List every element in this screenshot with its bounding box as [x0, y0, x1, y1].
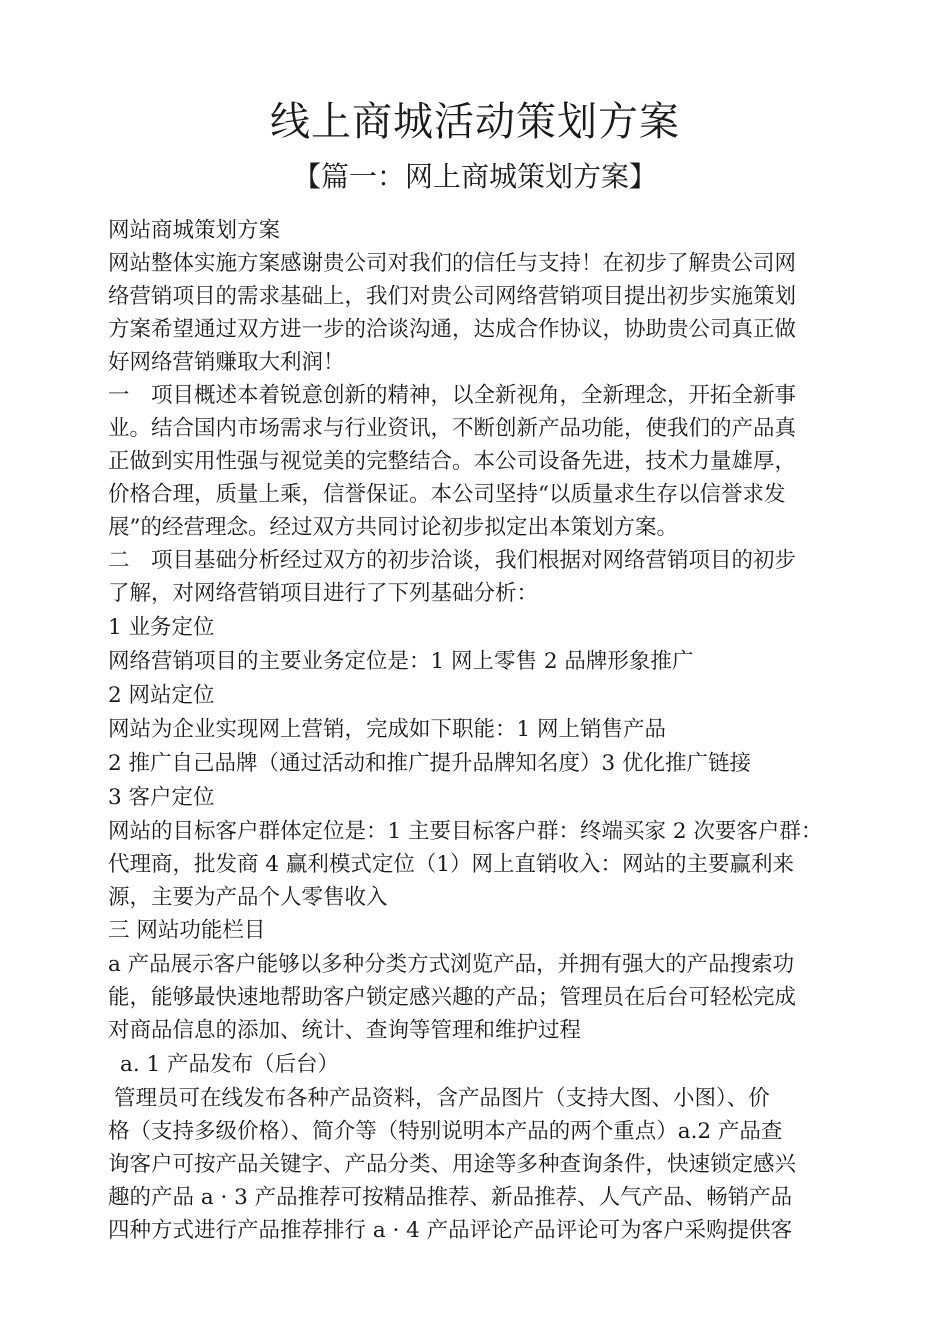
document-body — [108, 214, 868, 1247]
text-line: a 产品展示客户能够以多种分类方式浏览产品，并拥有强大的产品搜索功 — [108, 952, 795, 977]
text-line: 好网络营销赚取大利润！ — [108, 350, 345, 375]
text-line: 2 网站定位 — [108, 683, 215, 708]
text-line: 业。结合国内市场需求与行业资讯，不断创新产品功能，使我们的产品真 — [108, 416, 797, 441]
text-line: 询客户可按产品关键字、产品分类、用途等多种查询条件，快速锁定感兴 — [108, 1152, 797, 1177]
text-line: 网站为企业实现网上营销，完成如下职能：1 网上销售产品 — [108, 717, 667, 742]
text-line: 网络营销项目的主要业务定位是：1 网上零售 2 品牌形象推广 — [108, 649, 694, 674]
text-line: 3 客户定位 — [108, 785, 215, 810]
text-line: 展”的经营理念。经过双方共同讨论初步拟定出本策划方案。 — [108, 515, 678, 540]
text-line: 2 推广自己品牌（通过活动和推广提升品牌知名度）3 优化推广链接 — [108, 751, 752, 776]
text-line: 管理员可在线发布各种产品资料，含产品图片（支持大图、小图）、价 — [114, 1086, 770, 1111]
document-title: 线上商城活动策划方案 — [270, 99, 680, 145]
text-line: 格（支持多级价格）、简介等（特别说明本产品的两个重点）a.2 产品查 — [108, 1119, 783, 1144]
text-line: 1 业务定位 — [108, 615, 215, 640]
text-line: 趣的产品 a · 3 产品推荐可按精品推荐、新品推荐、人气产品、畅销产品 — [108, 1185, 793, 1210]
text-line: 络营销项目的需求基础上，我们对贵公司网络营销项目提出初步实施策划 — [108, 284, 797, 309]
text-line: 价格合理，质量上乘，信誉保证。本公司坚持“以质量求生存以信誉求发 — [108, 482, 786, 507]
text-line: 网站整体实施方案感谢贵公司对我们的信任与支持！在初步了解贵公司网 — [108, 251, 797, 276]
text-line: 网站商城策划方案 — [108, 218, 281, 243]
text-line: 正做到实用性强与视觉美的完整结合。本公司设备先进，技术力量雄厚， — [108, 449, 797, 474]
text-line: 能，能够最快速地帮助客户锁定感兴趣的产品；管理员在后台可轻松完成 — [108, 985, 797, 1010]
text-line: 源，主要为产品个人零售收入 — [108, 885, 388, 910]
section-heading: 【篇一：网上商城策划方案】 — [292, 160, 657, 193]
text-line: 方案希望通过双方进一步的洽谈沟通，达成合作协议，协助贵公司真正做 — [108, 317, 797, 342]
text-line: 代理商，批发商 4 赢利模式定位（1）网上直销收入：网站的主要赢利来 — [108, 852, 795, 877]
text-line: 二 项目基础分析经过双方的初步洽谈，我们根据对网络营销项目的初步 — [108, 548, 797, 573]
text-line: 网站的目标客户群体定位是：1 主要目标客户群：终端买家 2 次要客户群： — [108, 819, 823, 844]
text-line: 四种方式进行产品推荐排行 a · 4 产品评论产品评论可为客户采购提供客 — [108, 1218, 793, 1243]
text-line: a. 1 产品发布（后台） — [120, 1052, 340, 1077]
text-line: 对商品信息的添加、统计、查询等管理和维护过程 — [108, 1018, 582, 1043]
text-line: 一 项目概述本着锐意创新的精神，以全新视角，全新理念，开拓全新事 — [108, 383, 797, 408]
text-line: 了解，对网络营销项目进行了下列基础分析： — [108, 581, 539, 606]
text-line: 三 网站功能栏目 — [108, 918, 266, 943]
